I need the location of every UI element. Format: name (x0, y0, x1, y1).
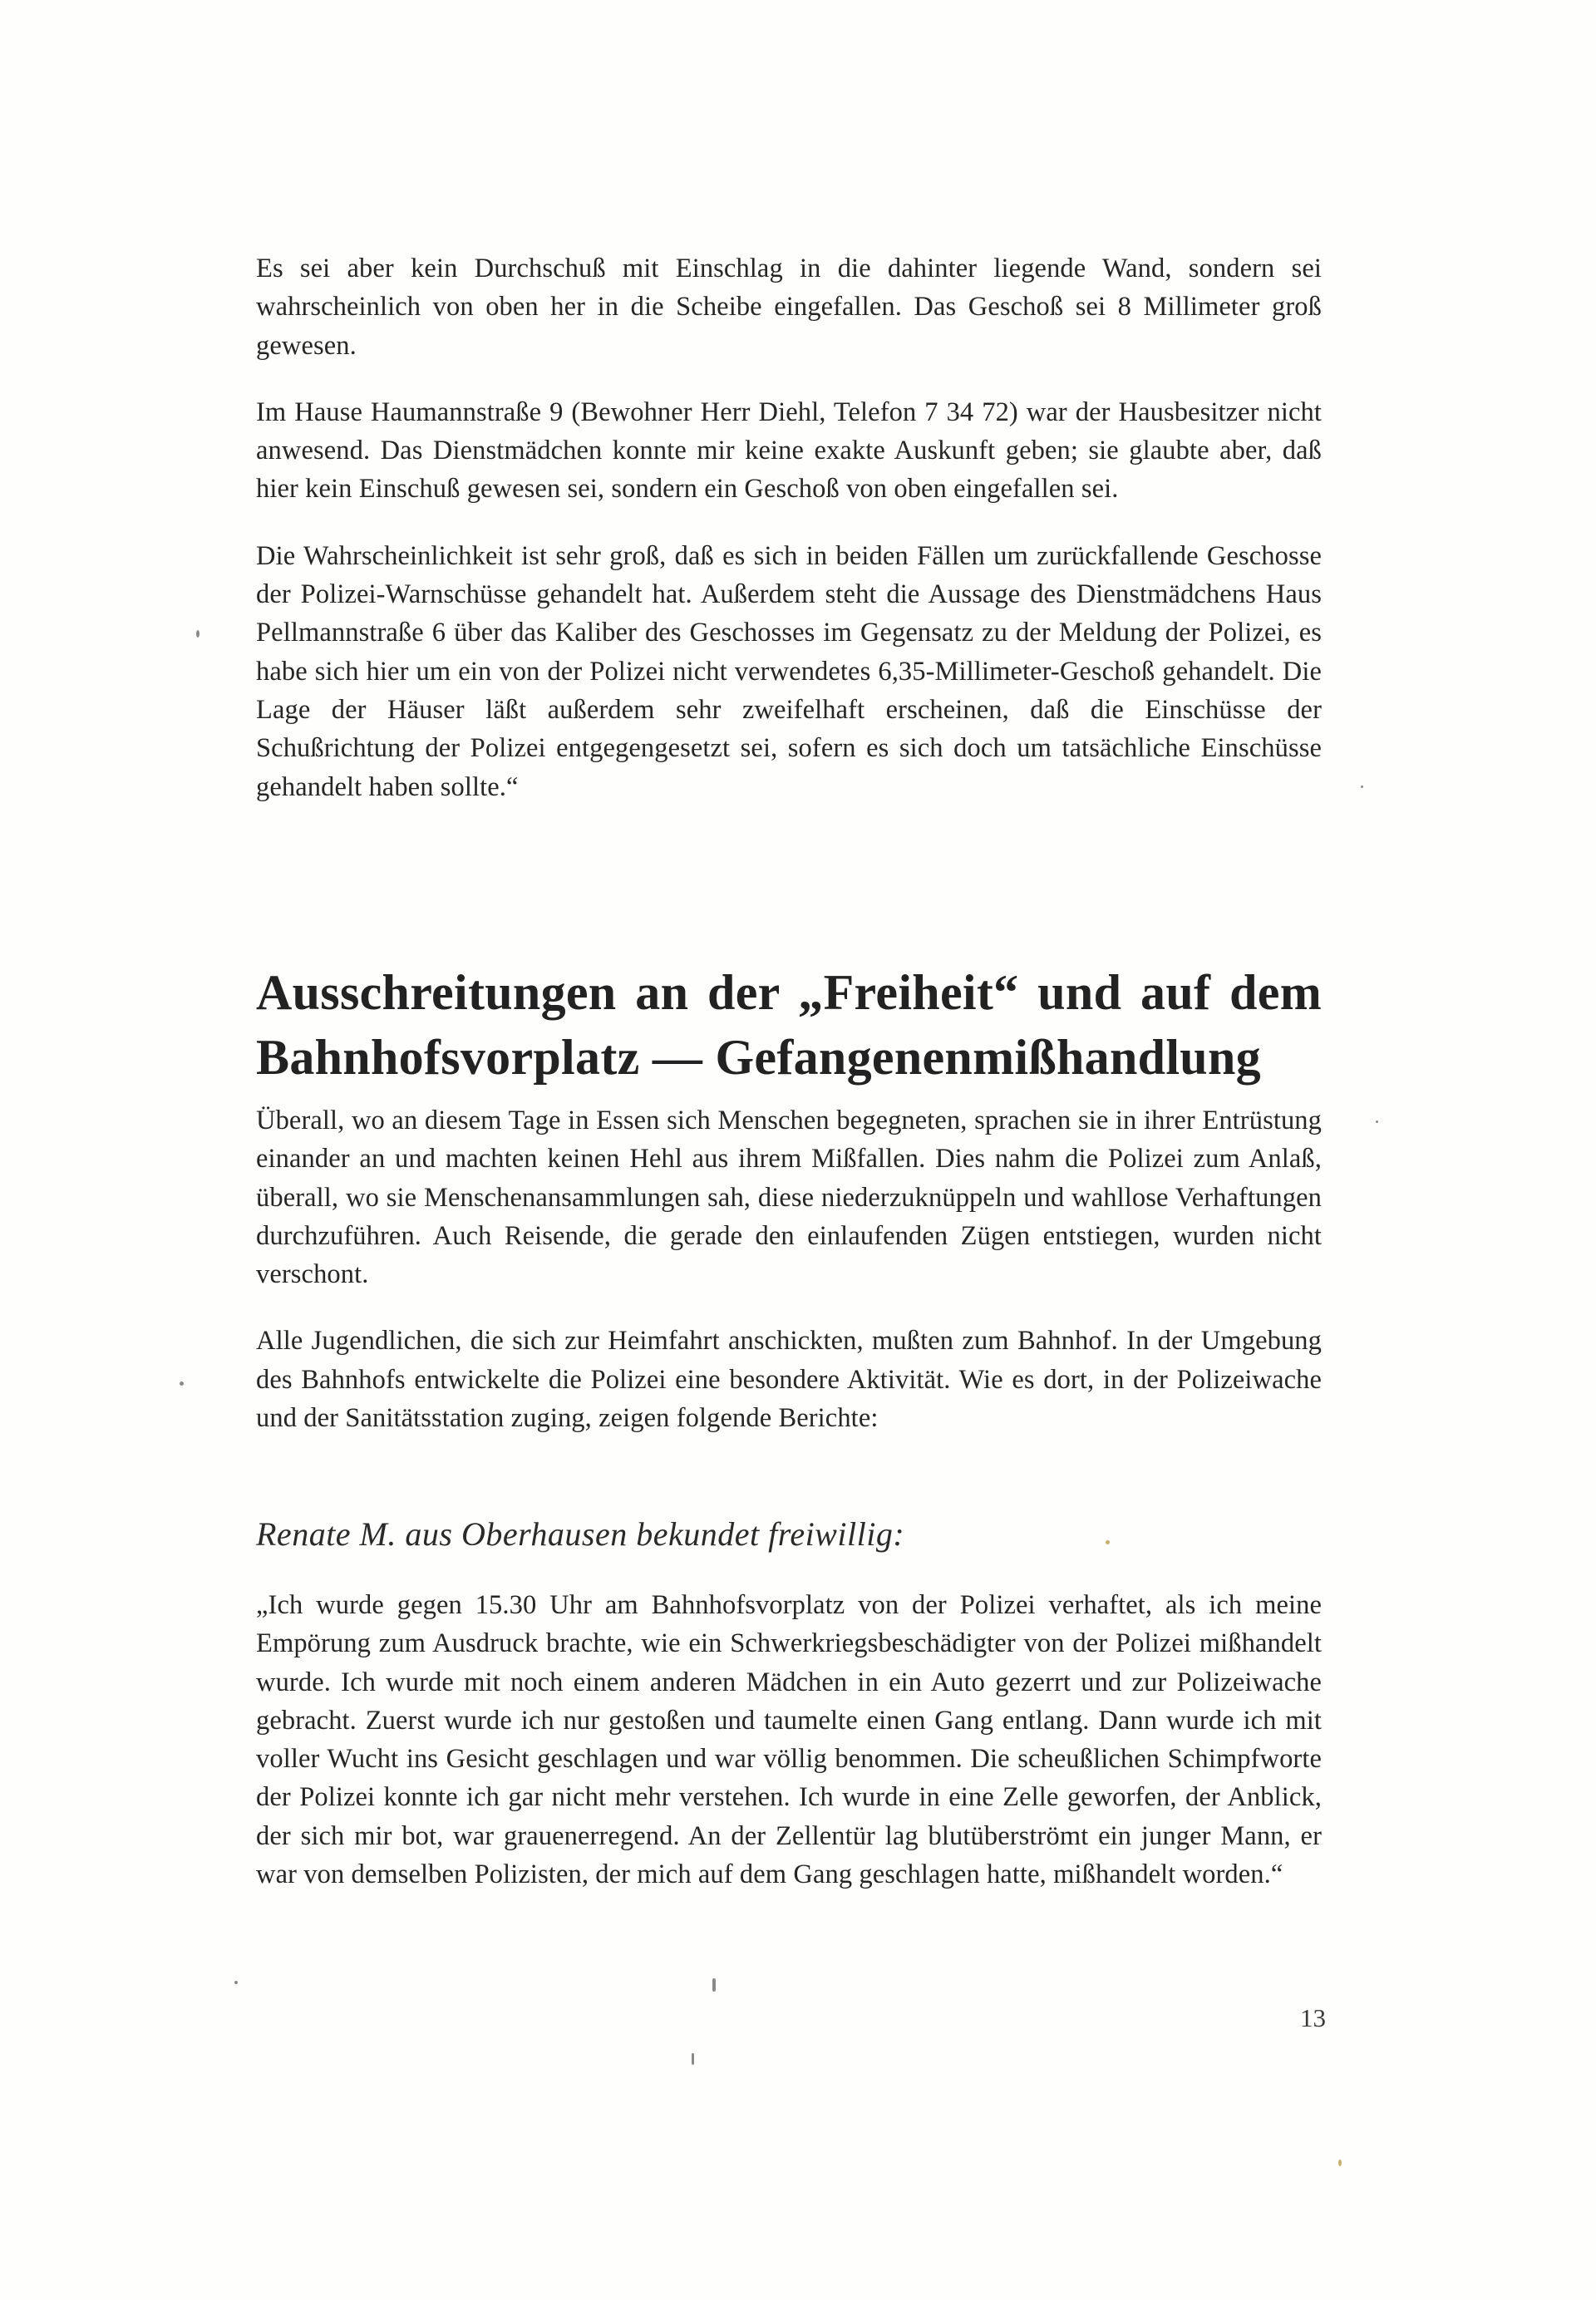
paragraph-projectile-wall: Es sei aber kein Durchschuß mit Einschlag in die dahinter liegende Wand, sondern sei wahrscheinlich von oben her in die Scheibe eingefallen. Das Geschoß sei 8 Millimeter groß gewesen. (256, 254, 1322, 361)
witness-subheading: Renate M. aus Oberhausen bekundet freiwillig: (256, 1515, 905, 1553)
section-heading-block (256, 960, 1322, 1090)
scan-speck (1376, 1120, 1378, 1123)
scan-speck (1106, 1540, 1110, 1544)
paragraph-police-arrests: Überall, wo an diesem Tage in Essen sich Menschen begegneten, sprachen sie in ihrer Entrüstung einander an und machten keinen Hehl aus ihrem Mißfallen. Dies nahm die Polizei zum Anlaß, überall, wo sie Menschenansammlungen sah, diese niederzuknüppeln und wahllose Verhaftungen durchzuführen. Auch Reisende, die gerade den einlaufenden Zügen entstiegen, wurden nicht verschont. (256, 1106, 1322, 1290)
paragraph-haumannstrasse: Im Hause Haumannstraße 9 (Bewohner Herr Diehl, Telefon 7 34 72) war der Hausbesitzer nicht anwesend. Das Dienstmädchen konnte mir keine exakte Auskunft geben; sie glaubte aber, daß hier kein Einschuß gewesen sei, sondern ein Geschoß von oben eingefallen sei. (256, 396, 1322, 505)
middle-text-block (256, 1101, 1322, 1465)
paragraph-station-reports: Alle Jugendlichen, die sich zur Heimfahrt anschickten, mußten zum Bahnhof. In der Umgebung des Bahnhofs entwickelte die Polizei eine besondere Aktivität. Wie es dort, in der Polizeiwache und der Sanitätsstation zuging, zeigen folgende Berichte: (256, 1326, 1322, 1434)
scan-speck (692, 2053, 694, 2065)
scan-speck (1361, 786, 1363, 788)
top-text-block (256, 249, 1322, 835)
witness-quote-block (256, 1586, 1322, 1922)
scan-speck (196, 630, 200, 638)
paragraph-witness-statement: „Ich wurde gegen 15.30 Uhr am Bahnhofsvorplatz von der Polizei verhaftet, als ich meine Empörung zum Ausdruck brachte, wie ein Schwerkriegsbeschädigter von der Polizei mißhandelt wurde. Ich wurde mit noch einem anderen Mädchen in ein Auto gezerrt und zur Polizeiwache gebracht. Zuerst wurde ich nur gestoßen und taumelte einen Gang entlang. Dann wurde ich mit voller Wucht ins Gesicht geschlagen und war völlig benommen. Die scheußlichen Schimpfworte der Polizei konnte ich gar nicht mehr verstehen. Ich wurde in eine Zelle geworfen, der Anblick, der sich mir bot, war grauenerregend. An der Zellentür lag blutüberströmt ein junger Mann, er war von demselben Polizisten, der mich auf dem Gang geschlagen hatte, mißhandelt worden.“ (256, 1590, 1322, 1890)
section-heading-line-2: Bahnhofsvorplatz — Gefangenenmißhandlung (256, 1030, 1261, 1085)
scan-speck (180, 1381, 184, 1386)
section-heading (256, 960, 1322, 1090)
section-heading-line-1: Ausschreitungen an der „Freiheit“ und auf dem (256, 965, 1322, 1020)
scan-speck (234, 1981, 238, 1984)
page-number: 13 (1300, 2003, 1326, 2032)
scan-speck (712, 1978, 716, 1992)
scan-speck (1338, 2160, 1342, 2166)
witness-subheading-block (256, 1511, 1322, 1558)
paragraph-warning-shots: Die Wahrscheinlichkeit ist sehr groß, daß es sich in beiden Fällen um zurückfallende Geschosse der Polizei-Warnschüsse gehandelt hat. Außerdem steht die Aussage des Dienstmädchens Haus Pellmannstraße 6 über das Kaliber des Geschosses im Gegensatz zu der Meldung der Polizei, es habe sich hier um ein von der Polizei nicht verwendetes 6,35-Millimeter-Geschoß gehandelt. Die Lage der Häuser läßt außerdem sehr zweifelhaft erscheinen, daß die Einschüsse der Schußrichtung der Polizei entgegengesetzt sei, sofern es sich doch um tatsächliche Einschüsse gehandelt haben sollte.“ (256, 540, 1322, 802)
